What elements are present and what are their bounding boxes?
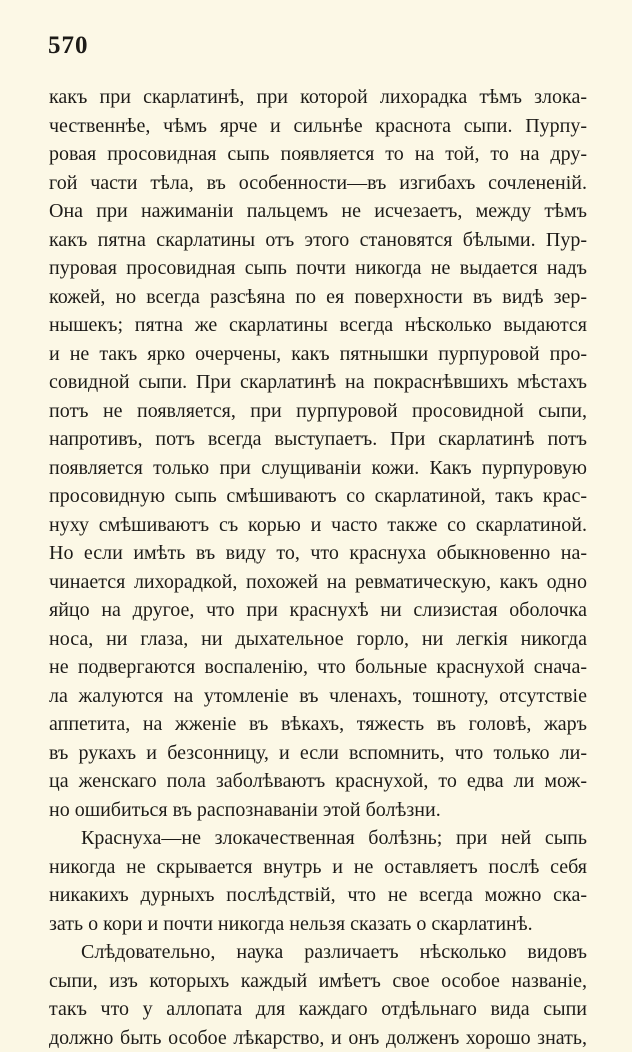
text-line: никогда не скрывается внутрь и не оставляетъ послѣ себя [49,853,587,882]
text-line: сыпи, изъ которыхъ каждый имѣетъ свое особое названіе, [49,967,587,996]
text-line: какъ пятна скарлатины отъ этого становятся бѣлыми. Пур- [49,226,587,255]
text-line: чинается лихорадкой, похожей на ревматическую, какъ одно [49,568,587,597]
body-text [49,83,587,1052]
text-line: совидной сыпи. При скарлатинѣ на покраснѣвшихъ мѣстахъ [49,368,587,397]
text-line: пуровая просовидная сыпь почти никогда не выдается надъ [49,254,587,283]
text-line: ца женскаго пола заболѣваютъ краснухой, то едва ли мож- [49,767,587,796]
text-line: должно быть особое лѣкарство, и онъ долженъ хорошо знать, [49,1024,587,1052]
text-line: Но если имѣть въ виду то, что краснуха обыкновенно на- [49,539,587,568]
text-line: нуху смѣшиваютъ съ корью и часто также со скарлатиной. [49,511,587,540]
text-line: зать о кори и почти никогда нельзя сказать о скарлатинѣ. [49,910,587,939]
text-line: ла жалуются на утомленіе въ членахъ, тошноту, отсутствіе [49,682,587,711]
text-line: яйцо на другое, что при краснухѣ ни слизистая оболочка [49,596,587,625]
page-number: 570 [48,32,89,60]
text-line: Краснуха—не злокачественная болѣзнь; при ней сыпь [49,824,587,853]
paragraph-2 [49,824,587,938]
text-line: носа, ни глаза, ни дыхательное горло, ни легкія никогда [49,625,587,654]
paragraph-1 [49,83,587,824]
text-line: какъ при скарлатинѣ, при которой лихорадка тѣмъ злока- [49,83,587,112]
text-line: кожей, но всегда разсѣяна по ея поверхности въ видѣ зер- [49,283,587,312]
text-line: ровая просовидная сыпь появляется то на той, то на дру- [49,140,587,169]
text-line: такъ что у аллопата для каждаго отдѣльнаго вида сыпи [49,995,587,1024]
text-line: напротивъ, потъ всегда выступаетъ. При скарлатинѣ потъ [49,425,587,454]
text-line: и не такъ ярко очерчены, какъ пятнышки пурпуровой про- [49,340,587,369]
text-line: нышекъ; пятна же скарлатины всегда нѣсколько выдаются [49,311,587,340]
text-line: не подвергаются воспаленію, что больные краснухой снача- [49,653,587,682]
text-line: Слѣдовательно, наука различаетъ нѣсколько видовъ [49,938,587,967]
text-line: аппетита, на жженіе въ вѣкахъ, тяжесть въ головѣ, жаръ [49,710,587,739]
text-line: но ошибиться въ распознаваніи этой болѣзни. [49,796,587,825]
text-line: потъ не появляется, при пурпуровой просовидной сыпи, [49,397,587,426]
text-line: просовидную сыпь смѣшиваютъ со скарлатиной, такъ крас- [49,482,587,511]
text-line: появляется только при слущиваніи кожи. Какъ пурпуровую [49,454,587,483]
text-line: гой части тѣла, въ особенности—въ изгибахъ сочлененій. [49,169,587,198]
text-line: въ рукахъ и безсонницу, и если вспомнить, что только ли- [49,739,587,768]
paragraph-3 [49,938,587,1052]
text-line: Она при нажиманіи пальцемъ не исчезаетъ, между тѣмъ [49,197,587,226]
text-line: чественнѣе, чѣмъ ярче и сильнѣе краснота сыпи. Пурпу- [49,112,587,141]
text-line: никакихъ дурныхъ послѣдствій, что не всегда можно ска- [49,881,587,910]
